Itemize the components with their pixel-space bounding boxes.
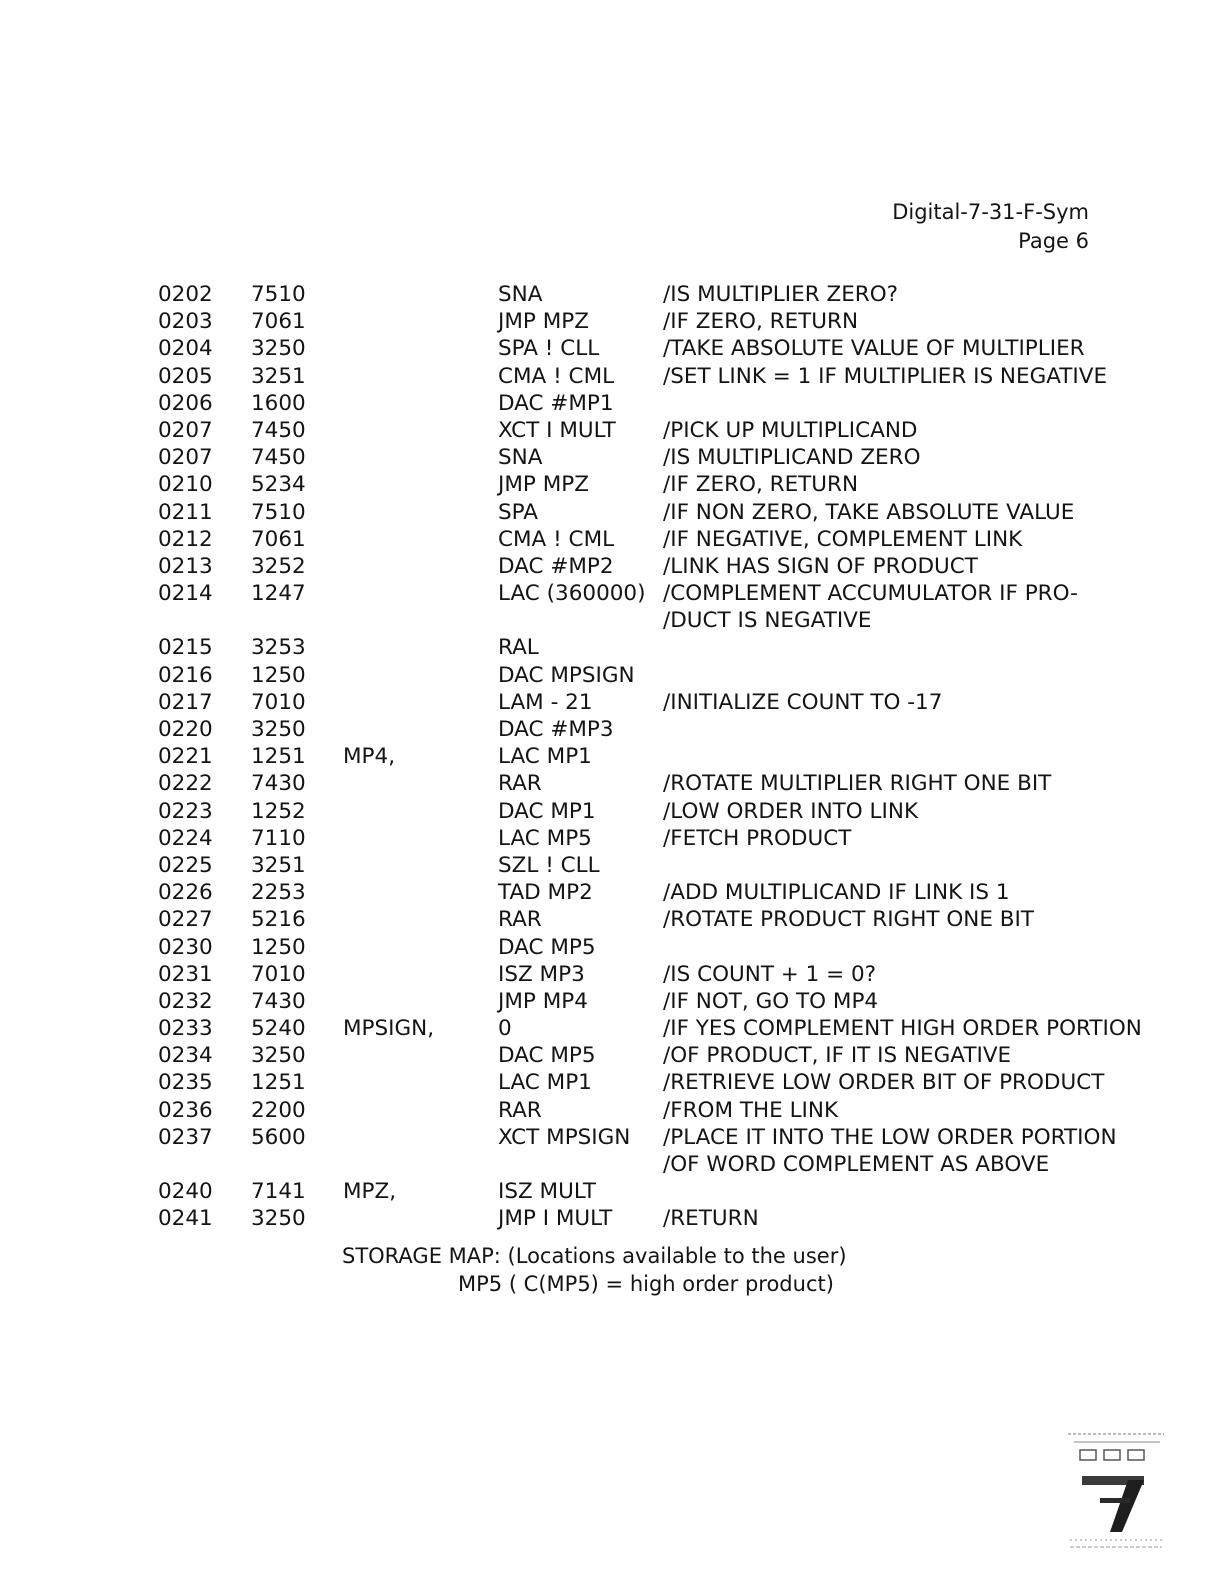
octal-code: 5234 (251, 472, 306, 498)
instruction: CMA ! CML (498, 363, 615, 389)
comment (663, 1015, 1142, 1042)
instruction: SZL ! CLL (498, 852, 600, 878)
octal-code: 3250 (251, 1206, 306, 1232)
instruction: LAC MP1 (498, 744, 592, 770)
listing-row (158, 1124, 1178, 1178)
instruction: SNA (498, 282, 543, 307)
location: 0221 (158, 744, 213, 770)
octal-code: 3253 (251, 635, 306, 661)
location: 0211 (158, 499, 213, 525)
comment-line: /FETCH PRODUCT (663, 825, 852, 851)
listing-row (158, 1069, 1178, 1096)
location: 0226 (158, 880, 213, 906)
octal-code: 1250 (251, 934, 306, 960)
comment-line: /ROTATE PRODUCT RIGHT ONE BIT (663, 907, 1034, 933)
comment (663, 1097, 838, 1124)
location: 0230 (158, 934, 213, 960)
listing-row (158, 335, 1178, 362)
comment-line: /FROM THE LINK (663, 1097, 839, 1123)
location: 0241 (158, 1206, 213, 1232)
location: 0205 (158, 363, 213, 389)
listing-row (158, 770, 1178, 797)
comment-line: /IF NON ZERO, TAKE ABSOLUTE VALUE (663, 499, 1075, 525)
storage-map (342, 1242, 847, 1298)
comment-line: /ROTATE MULTIPLIER RIGHT ONE BIT (663, 771, 1052, 797)
octal-code: 7010 (251, 961, 306, 987)
octal-code: 3250 (251, 336, 306, 362)
comment (663, 1069, 1104, 1096)
location: 0214 (158, 581, 213, 607)
pdp7-library-stamp-icon (1064, 1428, 1168, 1552)
instruction: RAL (498, 635, 539, 661)
comment (663, 363, 1107, 390)
octal-code: 3251 (251, 363, 306, 389)
listing-row (158, 281, 1178, 308)
octal-code: 3251 (251, 852, 306, 878)
comment (663, 471, 858, 498)
location: 0240 (158, 1179, 213, 1205)
octal-code: 1250 (251, 662, 306, 688)
instruction: LAM - 21 (498, 689, 593, 715)
listing-row (158, 1205, 1178, 1232)
instruction: SNA (498, 445, 543, 471)
instruction: DAC MP5 (498, 1043, 596, 1069)
listing-row (158, 1097, 1178, 1124)
comment (663, 417, 917, 444)
comment-line: /LOW ORDER INTO LINK (663, 798, 919, 824)
comment (663, 988, 878, 1015)
listing-row (158, 879, 1178, 906)
listing-row (158, 390, 1178, 417)
assembly-listing (158, 281, 1178, 1233)
comment (663, 1124, 1117, 1178)
listing-row (158, 1015, 1178, 1042)
location: 0234 (158, 1043, 213, 1069)
instruction: RAR (498, 907, 542, 933)
comment-line: /PICK UP MULTIPLICAND (663, 417, 918, 443)
location: 0202 (158, 282, 213, 307)
instruction: LAC MP1 (498, 1070, 592, 1096)
listing-row (158, 308, 1178, 335)
octal-code: 2200 (251, 1097, 306, 1123)
instruction: JMP I MULT (498, 1206, 613, 1232)
comment-line: /ADD MULTIPLICAND IF LINK IS 1 (663, 880, 1010, 906)
comment-line: /IF ZERO, RETURN (663, 309, 859, 335)
listing-row (158, 689, 1178, 716)
instruction: XCT I MULT (498, 417, 616, 443)
listing-row (158, 363, 1178, 390)
comment-line: /PLACE IT INTO THE LOW ORDER PORTION (663, 1124, 1117, 1150)
octal-code: 3252 (251, 553, 306, 579)
comment-line: /RETURN (663, 1206, 759, 1232)
comment (663, 526, 1022, 553)
location: 0213 (158, 553, 213, 579)
octal-code: 5240 (251, 1016, 306, 1042)
instruction: JMP MP4 (498, 988, 588, 1014)
instruction: JMP MPZ (498, 309, 589, 335)
instruction: TAD MP2 (498, 880, 593, 906)
instruction: DAC #MP1 (498, 390, 614, 416)
listing-row (158, 852, 1178, 879)
comment (663, 906, 1034, 933)
instruction: ISZ MP3 (498, 961, 585, 987)
location: 0210 (158, 472, 213, 498)
comment (663, 553, 978, 580)
octal-code: 7010 (251, 689, 306, 715)
instruction: JMP MPZ (498, 472, 589, 498)
octal-code: 2253 (251, 880, 306, 906)
octal-code: 7430 (251, 771, 306, 797)
octal-code: 1600 (251, 390, 306, 416)
location: 0212 (158, 526, 213, 552)
comment-line: /IS MULTIPLICAND ZERO (663, 445, 921, 471)
page-header (892, 198, 1089, 256)
comment-line: /OF WORD COMPLEMENT AS ABOVE (663, 1152, 1050, 1178)
octal-code: 7450 (251, 445, 306, 471)
listing-row (158, 499, 1178, 526)
location: 0206 (158, 390, 213, 416)
storage-map-entry: MP5 ( C(MP5) = high order product) (458, 1272, 834, 1296)
comment-line: /IF ZERO, RETURN (663, 472, 859, 498)
comment-line: /DUCT IS NEGATIVE (663, 608, 872, 634)
comment (663, 825, 851, 852)
octal-code: 1251 (251, 744, 306, 770)
listing-row (158, 743, 1178, 770)
comment-line: /IS MULTIPLIER ZERO? (663, 282, 899, 307)
listing-row (158, 1178, 1178, 1205)
listing-row (158, 662, 1178, 689)
location: 0237 (158, 1124, 213, 1150)
instruction: 0 (498, 1016, 512, 1042)
octal-code: 7510 (251, 499, 306, 525)
location: 0227 (158, 907, 213, 933)
listing-row (158, 471, 1178, 498)
instruction: RAR (498, 1097, 542, 1123)
listing-row (158, 988, 1178, 1015)
comment (663, 879, 1010, 906)
instruction: LAC (360000) (498, 581, 646, 607)
comment (663, 770, 1051, 797)
instruction: SPA (498, 499, 538, 525)
listing-row (158, 526, 1178, 553)
symbol-label: MPZ, (343, 1179, 397, 1205)
comment-line: /OF PRODUCT, IF IT IS NEGATIVE (663, 1043, 1012, 1069)
comment-line: /IS COUNT + 1 = 0? (663, 961, 877, 987)
location: 0231 (158, 961, 213, 987)
octal-code: 7510 (251, 282, 306, 307)
symbol-label: MPSIGN, (343, 1016, 435, 1042)
instruction: XCT MPSIGN (498, 1124, 631, 1150)
octal-code: 5216 (251, 907, 306, 933)
instruction: CMA ! CML (498, 526, 615, 552)
octal-code: 7450 (251, 417, 306, 443)
comment (663, 308, 858, 335)
location: 0216 (158, 662, 213, 688)
comment (663, 444, 921, 471)
listing-row (158, 825, 1178, 852)
octal-code: 5600 (251, 1124, 306, 1150)
instruction: DAC MP1 (498, 798, 596, 824)
location: 0223 (158, 798, 213, 824)
instruction: ISZ MULT (498, 1179, 596, 1205)
comment (663, 1042, 1011, 1069)
octal-code: 3250 (251, 717, 306, 743)
octal-code: 3250 (251, 1043, 306, 1069)
octal-code: 1251 (251, 1070, 306, 1096)
octal-code: 7061 (251, 309, 306, 335)
comment-line: /IF YES COMPLEMENT HIGH ORDER PORTION (663, 1016, 1142, 1042)
instruction: SPA ! CLL (498, 336, 600, 362)
octal-code: 7430 (251, 988, 306, 1014)
comment (663, 281, 898, 308)
comment (663, 798, 918, 825)
comment (663, 499, 1074, 526)
location: 0215 (158, 635, 213, 661)
location: 0207 (158, 417, 213, 443)
listing-row (158, 444, 1178, 471)
comment-line: /RETRIEVE LOW ORDER BIT OF PRODUCT (663, 1070, 1105, 1096)
listing-row (158, 716, 1178, 743)
location: 0232 (158, 988, 213, 1014)
location: 0217 (158, 689, 213, 715)
location: 0220 (158, 717, 213, 743)
comment-line: /COMPLEMENT ACCUMULATOR IF PRO- (663, 581, 1078, 607)
octal-code: 1252 (251, 798, 306, 824)
instruction: DAC #MP2 (498, 553, 614, 579)
location: 0233 (158, 1016, 213, 1042)
instruction: DAC MP5 (498, 934, 596, 960)
listing-row (158, 961, 1178, 988)
location: 0203 (158, 309, 213, 335)
listing-row (158, 1042, 1178, 1069)
listing-row (158, 553, 1178, 580)
location: 0207 (158, 445, 213, 471)
document-id: Digital-7-31-F-Sym (892, 200, 1089, 224)
listing-row (158, 417, 1178, 444)
octal-code: 7061 (251, 526, 306, 552)
comment (663, 335, 1085, 362)
location: 0225 (158, 852, 213, 878)
location: 0222 (158, 771, 213, 797)
comment-line: /SET LINK = 1 IF MULTIPLIER IS NEGATIVE (663, 363, 1108, 389)
comment-line: /IF NEGATIVE, COMPLEMENT LINK (663, 526, 1023, 552)
comment-line: /LINK HAS SIGN OF PRODUCT (663, 553, 978, 579)
comment-line: /INITIALIZE COUNT TO -17 (663, 689, 943, 715)
instruction: DAC MPSIGN (498, 662, 635, 688)
instruction: RAR (498, 771, 542, 797)
octal-code: 7110 (251, 825, 306, 851)
comment (663, 961, 876, 988)
listing-row (158, 906, 1178, 933)
location: 0224 (158, 825, 213, 851)
octal-code: 7141 (251, 1179, 306, 1205)
location: 0236 (158, 1097, 213, 1123)
comment-line: /IF NOT, GO TO MP4 (663, 988, 879, 1014)
comment (663, 580, 1078, 634)
comment (663, 689, 942, 716)
location: 0235 (158, 1070, 213, 1096)
storage-map-title: STORAGE MAP: (Locations available to the user) (342, 1244, 847, 1268)
comment (663, 1205, 759, 1232)
octal-code: 1247 (251, 581, 306, 607)
comment-line: /TAKE ABSOLUTE VALUE OF MULTIPLIER (663, 336, 1085, 362)
symbol-label: MP4, (343, 744, 396, 770)
listing-row (158, 580, 1178, 634)
listing-row (158, 798, 1178, 825)
instruction: DAC #MP3 (498, 717, 614, 743)
location: 0204 (158, 336, 213, 362)
page-number: Page 6 (1018, 229, 1089, 253)
listing-row (158, 934, 1178, 961)
listing-row (158, 634, 1178, 661)
instruction: LAC MP5 (498, 825, 592, 851)
